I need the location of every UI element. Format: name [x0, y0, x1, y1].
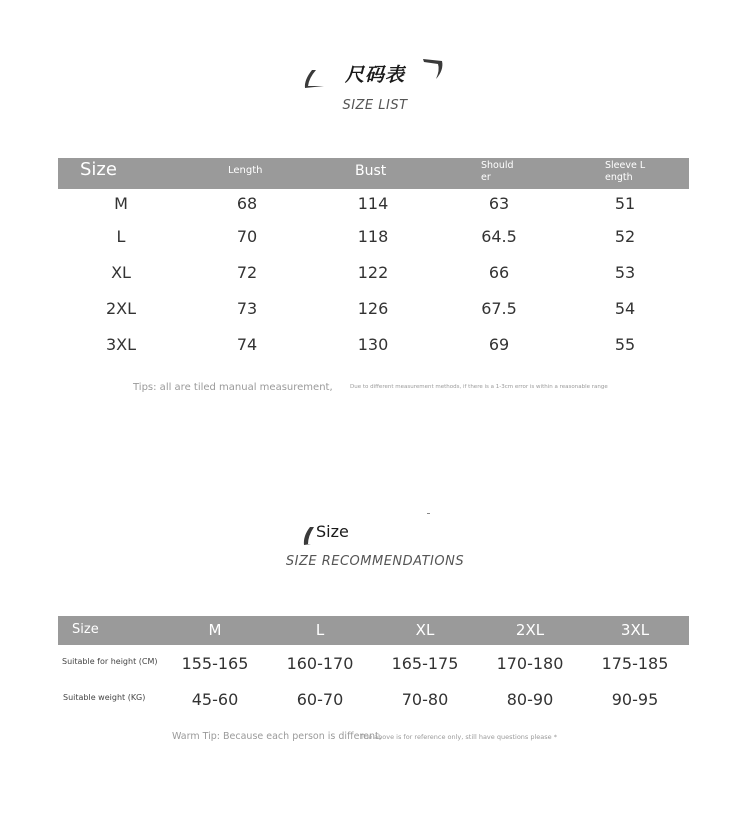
- header-bust: Bust: [355, 163, 387, 179]
- measurement-cell: 114: [357, 194, 389, 213]
- weight-range-cell: 60-70: [296, 690, 344, 709]
- height-range-cell: 175-185: [601, 654, 669, 673]
- measurement-cell: 66: [488, 263, 510, 282]
- size-list-subtitle: SIZE LIST: [342, 98, 408, 113]
- height-range-cell: 165-175: [391, 654, 459, 673]
- measurement-cell: 52: [614, 227, 636, 246]
- row-label-weight: Suitable weight (KG): [63, 693, 146, 702]
- measurement-cell: 72: [236, 263, 258, 282]
- measurement-cell: 69: [488, 335, 510, 354]
- weight-range-cell: 45-60: [191, 690, 239, 709]
- header-size: Size: [80, 159, 117, 180]
- tip-error-range: Due to different measurement methods, if there is a 1-3cm error is within a reasonable range: [350, 384, 608, 390]
- measurement-cell: 63: [488, 194, 510, 213]
- rec-header-xl-label: XL: [415, 621, 435, 639]
- right-bracket-icon: [420, 56, 448, 82]
- rec-header-m-label: M: [208, 621, 222, 639]
- recommendation-header: [58, 616, 689, 645]
- header-accent: [80, 156, 110, 158]
- size-label-cell: M: [114, 194, 128, 213]
- size-label-cell: 2XL: [105, 299, 137, 318]
- size-list-header: [58, 158, 689, 189]
- measurement-cell: 122: [357, 263, 389, 282]
- measurement-cell: 54: [614, 299, 636, 318]
- header-length: Length: [228, 165, 263, 176]
- rec-header-l-label: L: [315, 621, 325, 639]
- rec-header-2xl-label: 2XL: [515, 621, 545, 639]
- rec-header-3xl-label: 3XL: [620, 621, 650, 639]
- height-range-cell: 170-180: [496, 654, 564, 673]
- measurement-cell: 64.5: [481, 227, 517, 246]
- measurement-cell: 51: [614, 194, 636, 213]
- weight-range-cell: 70-80: [401, 690, 449, 709]
- size-recommendations-subtitle: SIZE RECOMMENDATIONS: [285, 554, 465, 569]
- size-label-cell: L: [116, 227, 126, 246]
- measurement-cell: 70: [236, 227, 258, 246]
- tip-measurement: Tips: all are tiled manual measurement,: [133, 382, 333, 393]
- warm-tip: Warm Tip: Because each person is different,: [172, 731, 382, 742]
- rec-header-size: Size: [72, 622, 99, 637]
- decor-dot: [427, 513, 430, 514]
- weight-range-cell: 80-90: [506, 690, 554, 709]
- size-label-cell: XL: [111, 263, 131, 282]
- height-range-cell: 155-165: [181, 654, 249, 673]
- header-sleeve-length: Sleeve L ength: [605, 160, 646, 183]
- measurement-cell: 53: [614, 263, 636, 282]
- measurement-cell: 74: [236, 335, 258, 354]
- measurement-cell: 130: [357, 335, 389, 354]
- size-label-cell: 3XL: [105, 335, 137, 354]
- measurement-cell: 55: [614, 335, 636, 354]
- measurement-cell: 126: [357, 299, 389, 318]
- measurement-cell: 73: [236, 299, 258, 318]
- header-shoulder: Should er: [481, 160, 514, 183]
- recommendation-title: Size: [316, 522, 349, 541]
- measurement-cell: 67.5: [481, 299, 517, 318]
- weight-range-cell: 90-95: [611, 690, 659, 709]
- row-label-height: Suitable for height (CM): [62, 657, 158, 666]
- warm-tip-reference: The above is for reference only, still have questions please *: [360, 733, 557, 741]
- height-range-cell: 160-170: [286, 654, 354, 673]
- measurement-cell: 118: [357, 227, 389, 246]
- measurement-cell: 68: [236, 194, 258, 213]
- size-chart-title: 尺码表: [344, 64, 405, 86]
